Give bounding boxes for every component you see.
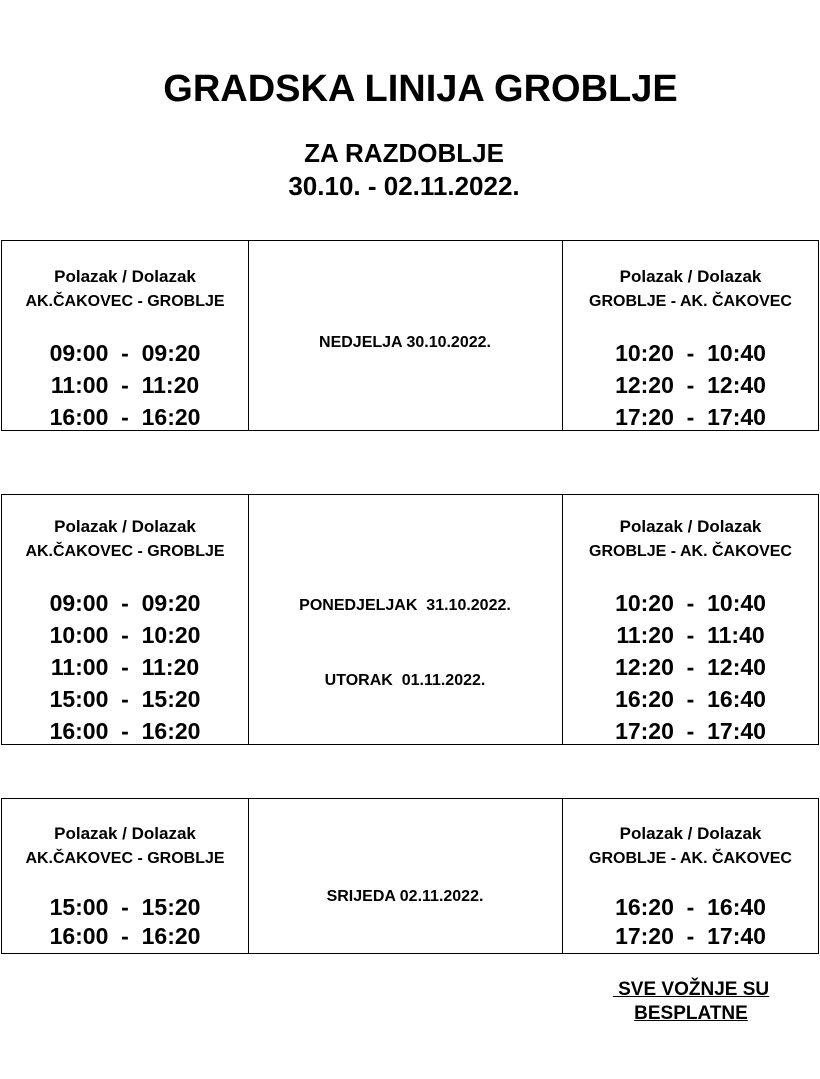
time-row: 16:20 - 16:40 [615,894,766,920]
route-label: AK.ČAKOVEC - GROBLJE [25,293,225,310]
time-row: 11:20 - 11:40 [616,622,765,648]
subtitle-date-range: 30.10. - 02.11.2022. [288,171,520,201]
departures-from-cemetery [563,799,818,953]
time-row: 16:00 - 16:20 [49,923,201,949]
time-row: 12:20 - 12:40 [615,654,766,680]
day-column [248,799,563,953]
day-label: SRIJEDA 02.11.2022. [326,888,484,905]
column-header: Polazak / Dolazak [54,267,196,286]
time-row: 16:20 - 16:40 [615,686,766,712]
route-label: GROBLJE - AK. ČAKOVEC [589,543,792,560]
column-header: Polazak / Dolazak [619,267,762,286]
day-label: NEDJELJA 30.10.2022. [319,334,491,351]
time-row: 15:00 - 15:20 [49,686,201,712]
time-row: 17:20 - 17:40 [615,718,766,744]
time-row: 15:00 - 15:20 [49,894,201,920]
column-header: Polazak / Dolazak [54,517,196,536]
time-row: 10:20 - 10:40 [615,590,766,616]
time-row: 12:20 - 12:40 [615,372,766,398]
time-list [563,587,818,747]
time-list [2,893,248,951]
day-column [248,241,563,430]
notice-line: BESPLATNE [634,1003,748,1024]
route-label: GROBLJE - AK. ČAKOVEC [589,293,792,310]
departures-from-station [2,495,249,744]
time-row: 17:20 - 17:40 [615,923,766,949]
time-row: 10:00 - 10:20 [49,622,201,648]
route-label: AK.ČAKOVEC - GROBLJE [25,543,225,560]
schedule-block-monday-tuesday [1,494,819,745]
day-label: PONEDJELJAK 31.10.2022. [299,597,511,614]
day-label: UTORAK 01.11.2022. [324,672,486,689]
time-row: 17:20 - 17:40 [615,404,766,430]
column-header: Polazak / Dolazak [54,824,196,843]
time-list [2,587,248,747]
day-column [248,495,563,744]
time-list [563,337,818,433]
time-row: 09:00 - 09:20 [49,340,201,366]
time-list [2,337,248,433]
departures-from-cemetery [563,241,818,430]
column-header: Polazak / Dolazak [619,824,762,843]
departures-from-cemetery [563,495,818,744]
time-row: 16:00 - 16:20 [49,404,201,430]
subtitle-period-label: ZA RAZDOBLJE [304,138,504,168]
time-row: 11:00 - 11:20 [50,654,200,680]
time-row: 09:00 - 09:20 [49,590,201,616]
subtitle [0,137,808,203]
notice-line: SVE VOŽNJE SU [612,979,770,1000]
schedule-block-sunday [1,240,819,431]
time-list [563,893,818,951]
schedule-block-wednesday [1,798,819,954]
route-label: GROBLJE - AK. ČAKOVEC [589,850,792,867]
free-rides-notice [581,978,801,1026]
time-row: 16:00 - 16:20 [49,718,201,744]
time-row: 10:20 - 10:40 [615,340,766,366]
page-title: GRADSKA LINIJA GROBLJE [163,68,678,110]
departures-from-station [2,241,249,430]
column-header: Polazak / Dolazak [619,517,762,536]
time-row: 11:00 - 11:20 [50,372,200,398]
departures-from-station [2,799,249,953]
route-label: AK.ČAKOVEC - GROBLJE [25,850,225,867]
